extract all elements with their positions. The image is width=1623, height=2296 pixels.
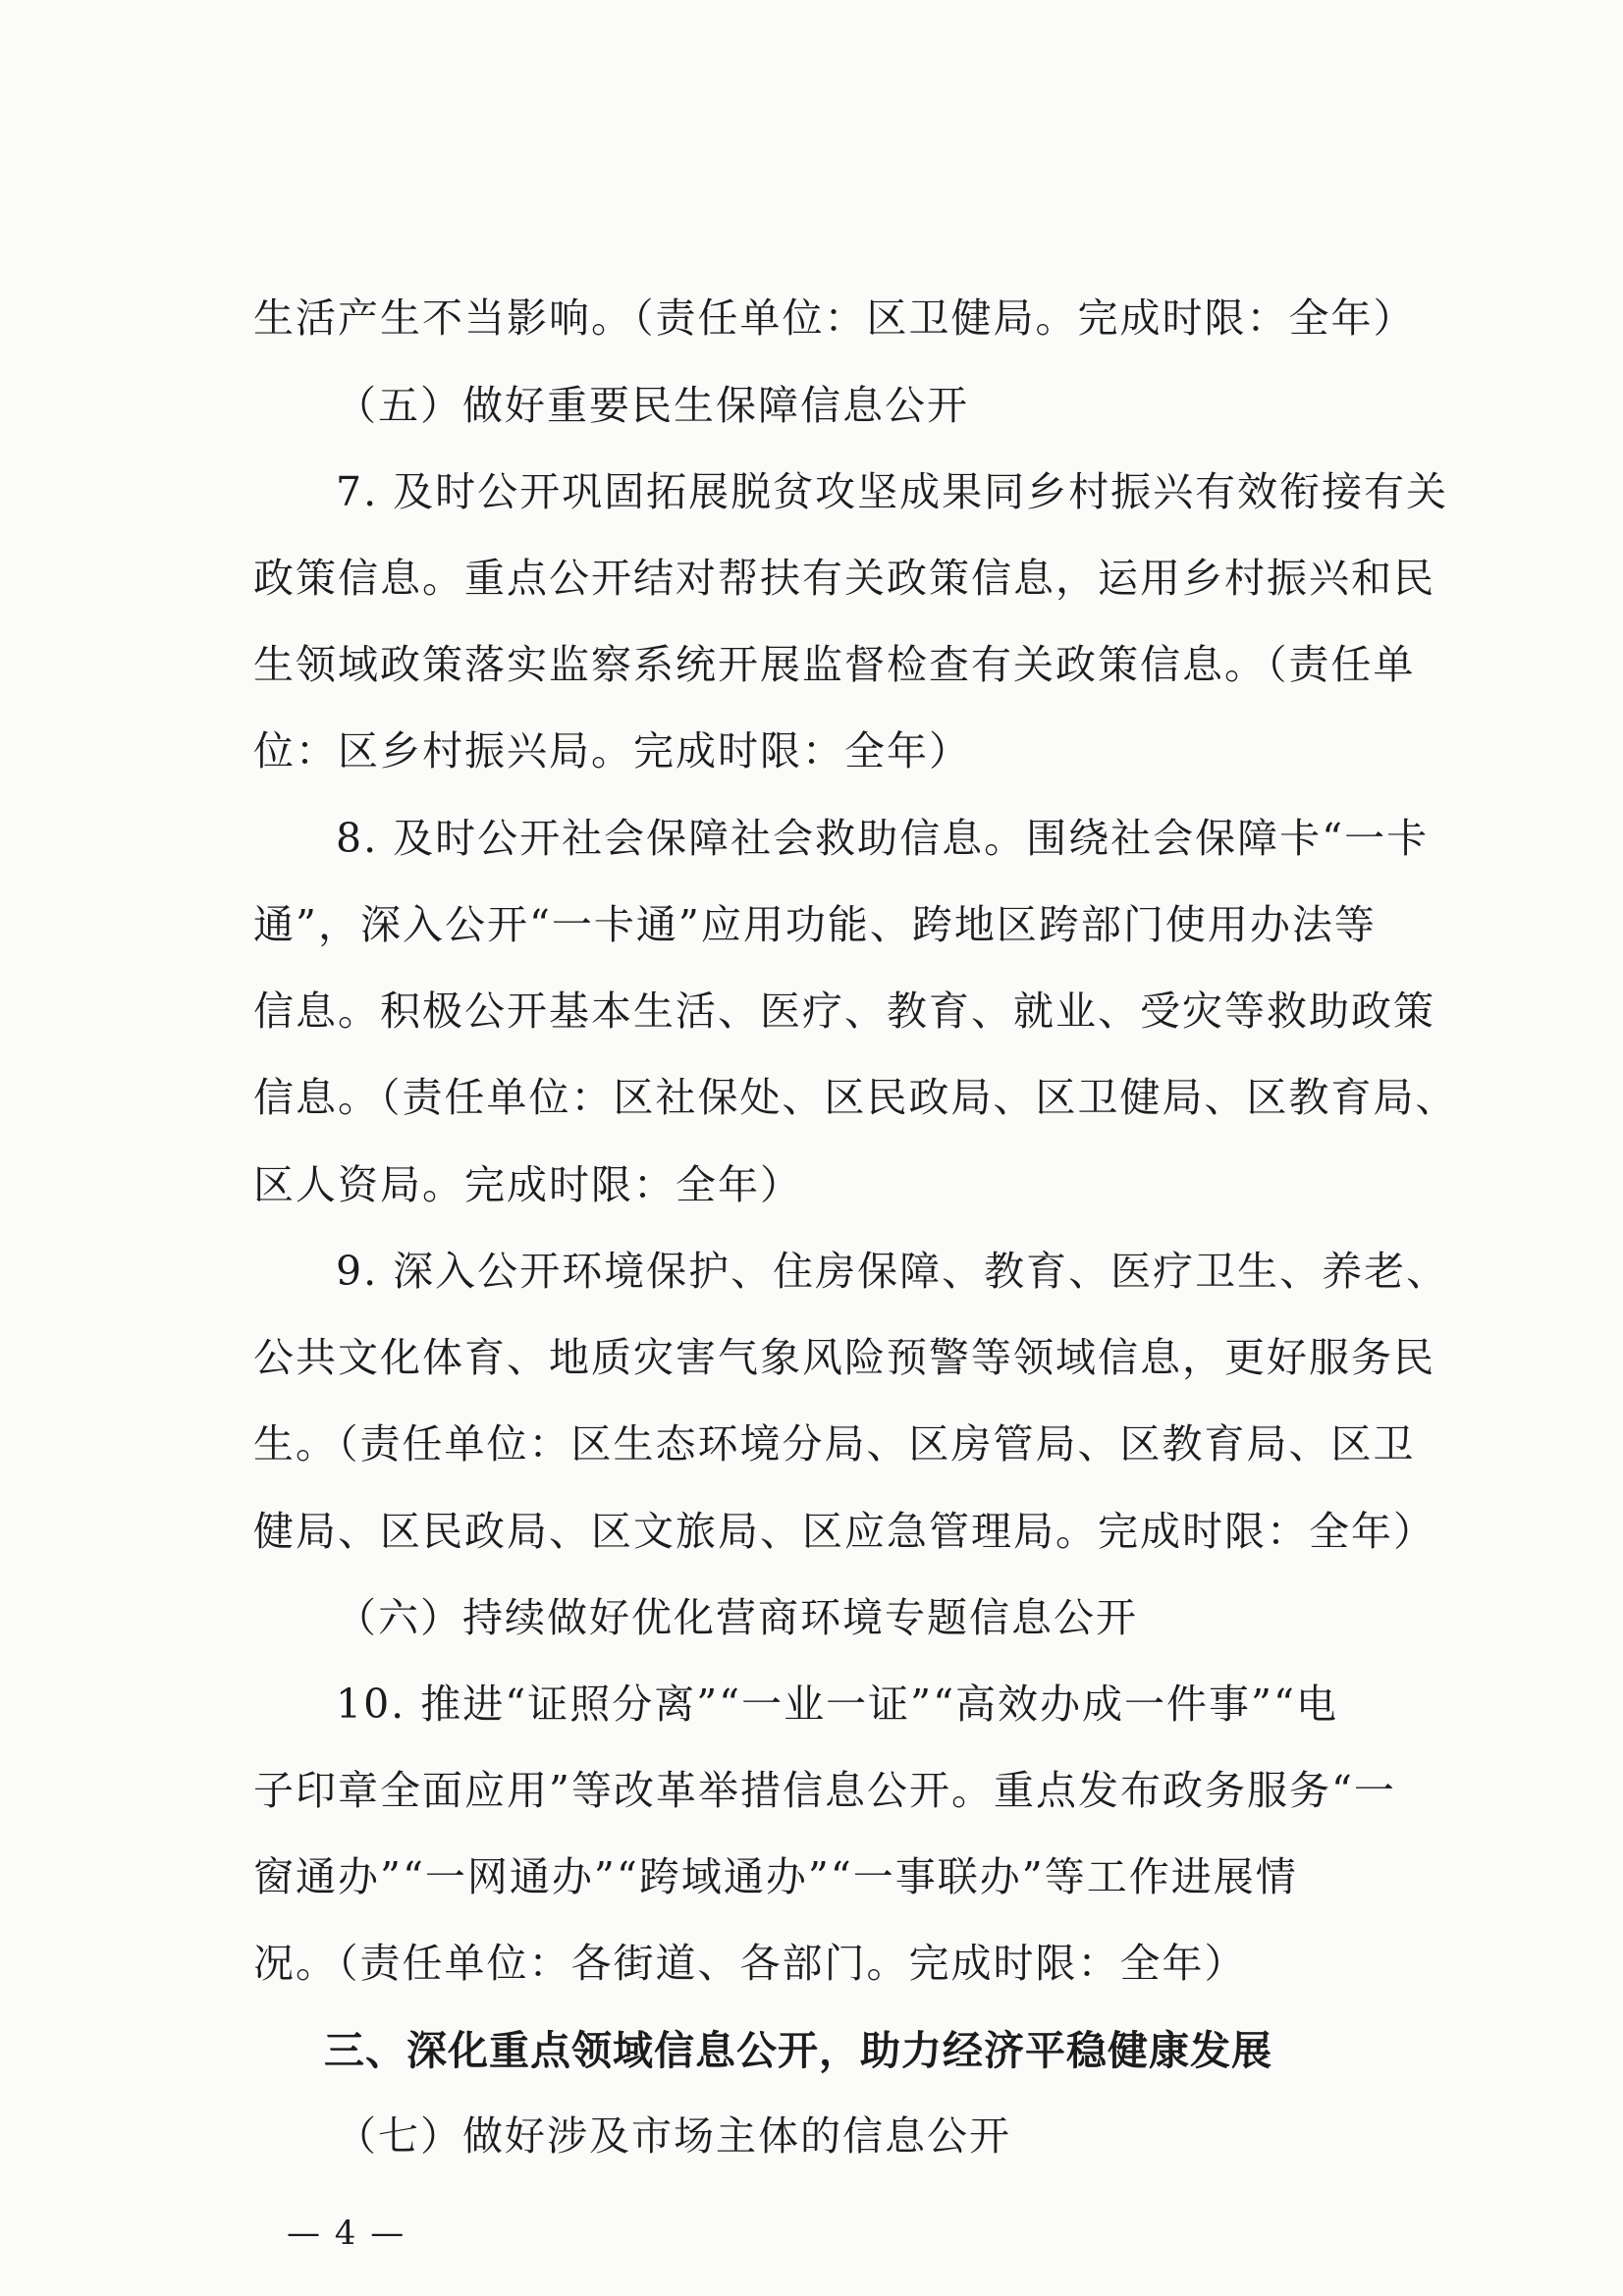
text-line: 窗通办”“一网通办”“跨域通办”“一事联办”等工作进展情 (253, 1853, 1298, 1900)
subsection-heading: （七）做好涉及市场主体的信息公开 (336, 2112, 1011, 2160)
text-line: 生活产生不当影响。（责任单位：区卫健局。完成时限：全年） (253, 294, 1416, 342)
text-line: 生。（责任单位：区生态环境分局、区房管局、区教育局、区卫 (253, 1420, 1416, 1468)
page-number: — 4 — (287, 2214, 406, 2253)
text-line: 生领域政策落实监察系统开展监督检查有关政策信息。（责任单 (253, 641, 1416, 688)
text-line: 8. 及时公开社会保障社会救助信息。围绕社会保障卡“一卡 (336, 815, 1430, 862)
text-line: 健局、区民政局、区文旅局、区应急管理局。完成时限：全年） (253, 1508, 1435, 1555)
text-line: 信息。（责任单位：区社保处、区民政局、区卫健局、区教育局、 (253, 1074, 1458, 1121)
text-line: 区人资局。完成时限：全年） (253, 1161, 802, 1208)
text-line: 10. 推进“证照分离”“一业一证”“高效办成一件事”“电 (336, 1681, 1338, 1728)
text-line: 7. 及时公开巩固拓展脱贫攻坚成果同乡村振兴有效衔接有关 (336, 468, 1449, 515)
section-heading: 三、深化重点领域信息公开，助力经济平稳健康发展 (324, 2027, 1272, 2074)
text-line: 政策信息。重点公开结对帮扶有关政策信息，运用乡村振兴和民 (253, 555, 1435, 602)
text-line: 9. 深入公开环境保护、住房保障、教育、医疗卫生、养老、 (336, 1248, 1449, 1295)
subsection-heading: （六）持续做好优化营商环境专题信息公开 (336, 1594, 1138, 1641)
subsection-heading: （五）做好重要民生保障信息公开 (336, 382, 969, 429)
text-line: 通”，深入公开“一卡通”应用功能、跨地区跨部门使用办法等 (253, 901, 1377, 948)
text-line: 位：区乡村振兴局。完成时限：全年） (253, 727, 971, 774)
text-line: 子印章全面应用”等改革举措信息公开。重点发布政务服务“一 (253, 1767, 1396, 1814)
text-line: 况。（责任单位：各街道、各部门。完成时限：全年） (253, 1940, 1247, 1987)
text-line: 信息。积极公开基本生活、医疗、教育、就业、受灾等救助政策 (253, 988, 1435, 1035)
text-line: 公共文化体育、地质灾害气象风险预警等领域信息，更好服务民 (253, 1334, 1435, 1381)
